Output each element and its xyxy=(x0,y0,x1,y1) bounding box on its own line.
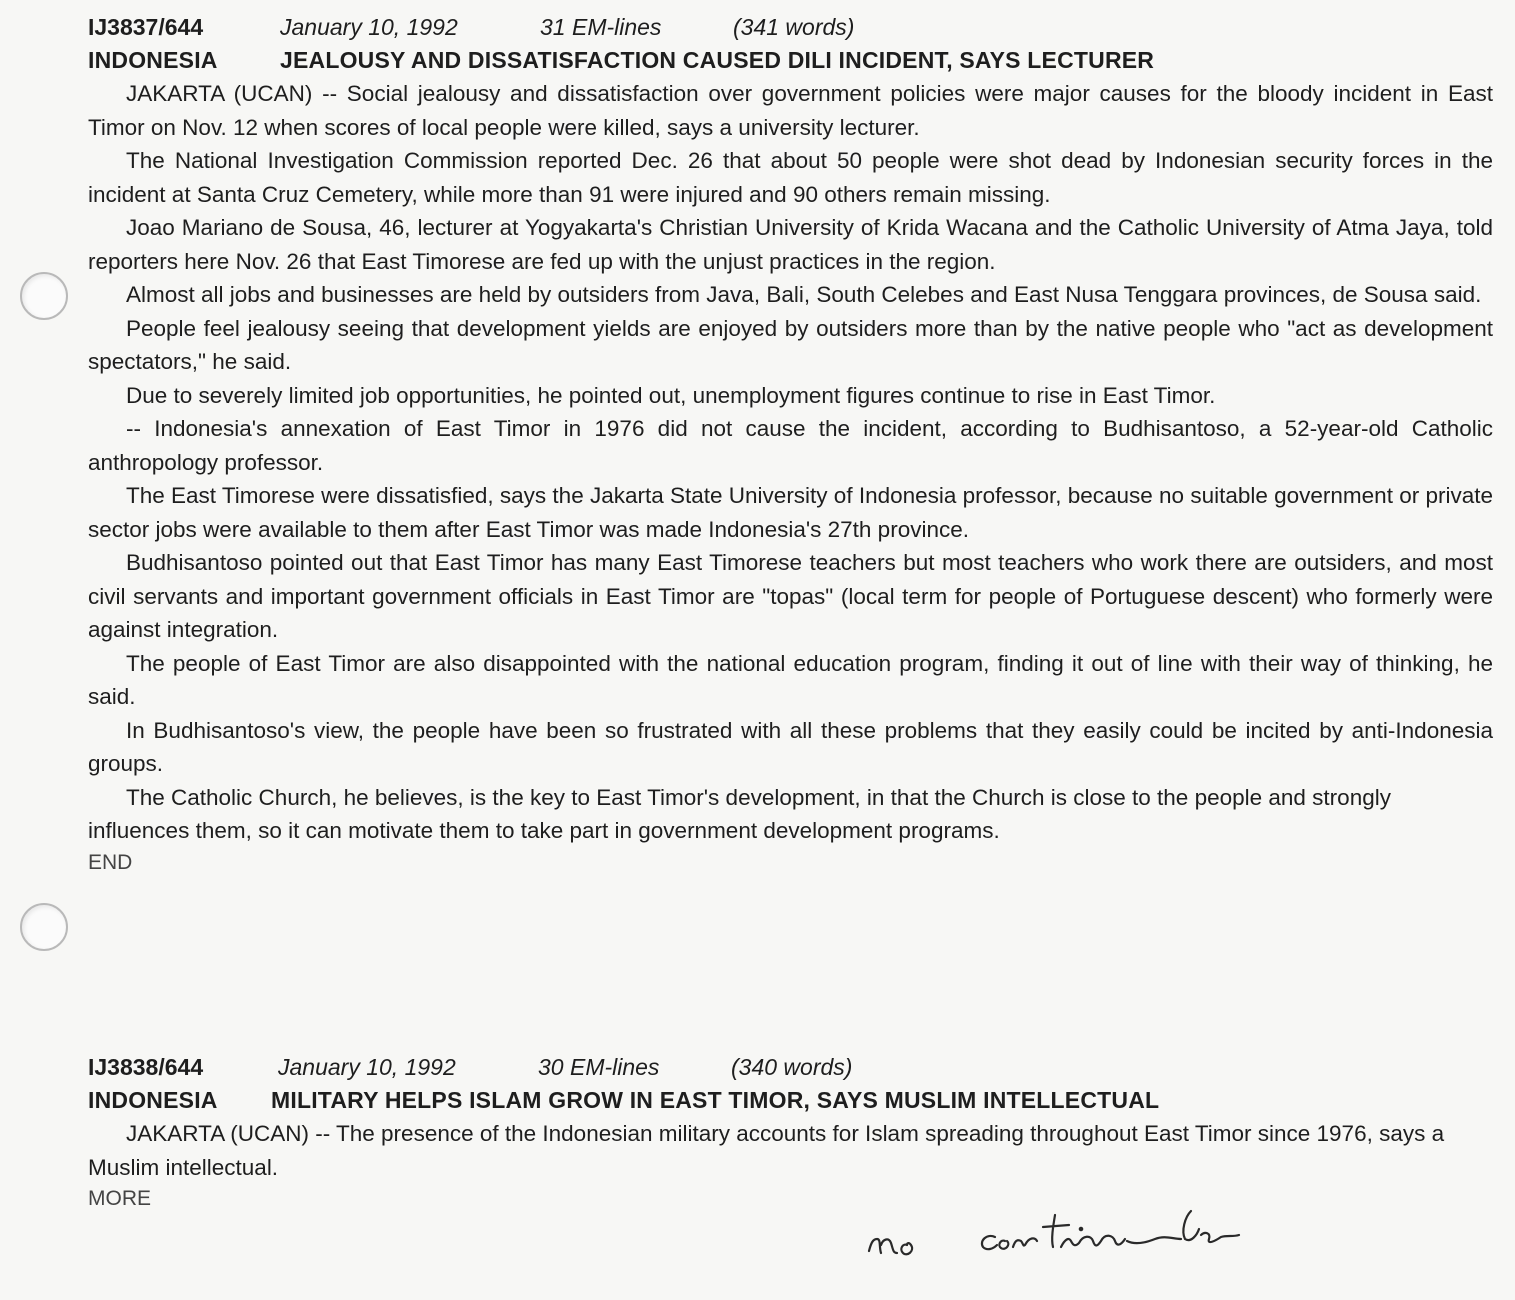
article-slug: IJ3838/644 xyxy=(88,1054,204,1080)
article-date: January 10, 1992 xyxy=(280,14,458,40)
paragraph: The people of East Timor are also disappointed with the national education program, finding it out of line with their way of thinking, he said. xyxy=(88,650,1493,709)
article-date: January 10, 1992 xyxy=(278,1054,456,1080)
article-1 xyxy=(88,12,1493,878)
paragraph: Joao Mariano de Sousa, 46, lecturer at Yogyakarta's Christian University of Krida Wacana and the Catholic University of Atma Jaya, told reporters here Nov. 26 that East Timorese are fed up with the unjust practices in the region. xyxy=(88,215,1493,274)
article-header xyxy=(88,1083,1493,1117)
paragraph: JAKARTA (UCAN) -- Social jealousy and dissatisfaction over government policies were major causes for the bloody incident in East Timor on Nov. 12 when scores of local people were killed, says a university lecturer. xyxy=(88,81,1493,140)
paragraph: JAKARTA (UCAN) -- The presence of the Indonesian military accounts for Islam spreading throughout East Timor since 1976, says a Muslim intellectual. xyxy=(88,1121,1445,1180)
article-body xyxy=(88,77,1493,848)
article-slug: IJ3837/644 xyxy=(88,14,204,40)
paragraph: The East Timorese were dissatisfied, says the Jakarta State University of Indonesia professor, because no suitable government or private sector jobs were available to them after East Timor was made Indonesia's 27th province. xyxy=(88,483,1493,542)
article-headline: JEALOUSY AND DISSATISFACTION CAUSED DILI INCIDENT, SAYS LECTURER xyxy=(280,47,1155,73)
handwritten-note xyxy=(855,1195,1255,1275)
paragraph: People feel jealousy seeing that development yields are enjoyed by outsiders more than by the native people who "act as development spectators," he said. xyxy=(88,315,1493,374)
article-end-marker: END xyxy=(88,850,133,874)
article-body xyxy=(88,1117,1493,1184)
article-header xyxy=(88,43,1493,77)
article-line-count: 30 EM-lines xyxy=(538,1054,660,1080)
punch-hole xyxy=(20,903,68,951)
article-line-count: 31 EM-lines xyxy=(540,14,662,40)
paragraph: In Budhisantoso's view, the people have been so frustrated with all these problems that they easily could be incited by anti-Indonesia groups. xyxy=(88,717,1493,776)
article-meta xyxy=(88,12,1493,43)
article-continued-marker: MORE xyxy=(88,1187,151,1210)
paragraph: Almost all jobs and businesses are held by outsiders from Java, Bali, South Celebes and East Nusa Tenggara provinces, de Sousa said. xyxy=(126,282,1482,307)
article-headline: MILITARY HELPS ISLAM GROW IN EAST TIMOR, SAYS MUSLIM INTELLECTUAL xyxy=(271,1087,1160,1113)
punch-hole xyxy=(20,272,68,320)
paragraph: The Catholic Church, he believes, is the key to East Timor's development, in that the Church is close to the people and strongly influences them, so it can motivate them to take part in government development programs. xyxy=(88,784,1391,843)
paragraph: Budhisantoso pointed out that East Timor has many East Timorese teachers but most teachers who work there are outsiders, and most civil servants and important government officials in East Timor are "topas" (local term for people of Portuguese descent) who formerly were against integration. xyxy=(88,550,1493,642)
article-country: INDONESIA xyxy=(88,47,218,73)
paragraph: The National Investigation Commission reported Dec. 26 that about 50 people were shot dead by Indonesian security forces in the incident at Santa Cruz Cemetery, while more than 91 were injured and 90 others remain missing. xyxy=(88,148,1493,207)
article-word-count: (341 words) xyxy=(733,14,855,40)
article-country: INDONESIA xyxy=(88,1087,218,1113)
paragraph: Due to severely limited job opportunities, he pointed out, unemployment figures continue to rise in East Timor. xyxy=(126,382,1216,408)
paragraph: -- Indonesia's annexation of East Timor in 1976 did not cause the incident, according to Budhisantoso, a 52-year-old Catholic anthropology professor. xyxy=(88,416,1493,475)
article-meta xyxy=(88,1052,1493,1083)
article-word-count: (340 words) xyxy=(731,1054,853,1080)
article-2 xyxy=(88,1052,1493,1214)
